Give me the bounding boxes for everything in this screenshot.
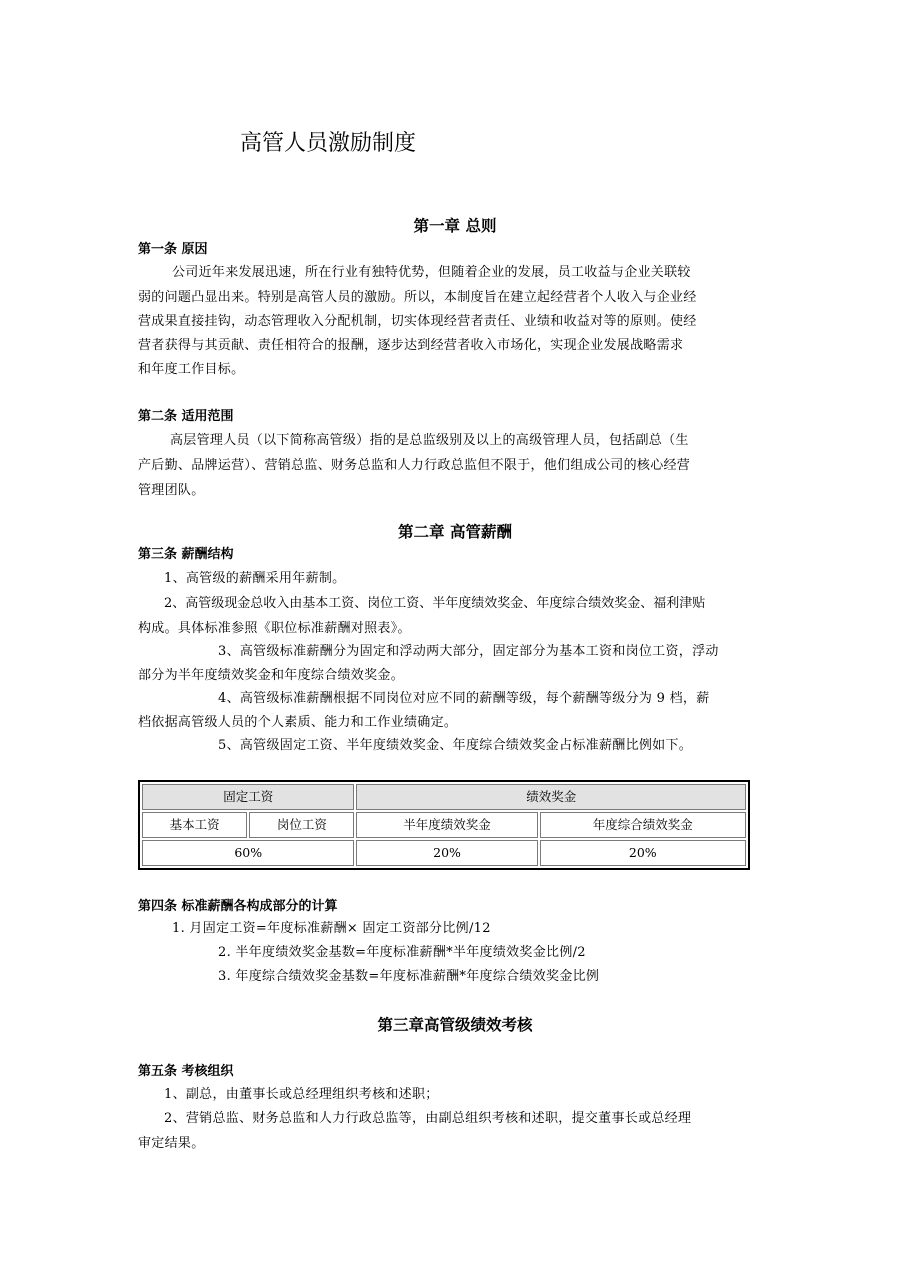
article-1-line-5: 和年度工作目标。 <box>138 362 245 377</box>
article-3-item-3-line-2: 部分为半年度绩效奖金和年度综合绩效奖金。 <box>138 668 405 683</box>
article-3-item-2-line-1: 2、高管级现金总收入由基本工资、岗位工资、半年度绩效奖金、年度综合绩效奖金、福利津贴 <box>164 596 706 611</box>
article-5-item-2-line-2: 审定结果。 <box>138 1136 205 1151</box>
article-5-item-1: 1、副总，由董事长或总经理组织考核和述职； <box>164 1087 439 1102</box>
article-3-item-5: 5、高管级固定工资、半年度绩效奖金、年度综合绩效奖金占标准薪酬比例如下。 <box>218 738 693 753</box>
article-5-heading: 第五条 考核组织 <box>138 1064 234 1079</box>
salary-ratio-table <box>138 780 750 870</box>
article-4-formula-3: 3. 年度综合绩效奖金基数=年度标准薪酬*年度综合绩效奖金比例 <box>218 969 600 984</box>
article-5-item-2-line-1: 2、营销总监、财务总监和人力行政总监等，由副总组织考核和述职，提交董事长或总经理 <box>164 1111 692 1126</box>
value-fixed-salary: 60% <box>142 840 354 866</box>
article-1-line-2: 弱的问题凸显出来。特别是高管人员的激励。所以，本制度旨在建立起经营者个人收入与企业经 <box>138 290 697 305</box>
article-3-item-2-line-2: 构成。具体标准参照《职位标准薪酬对照表》。 <box>138 621 411 636</box>
chapter-3-heading: 第三章高管级绩效考核 <box>377 1016 533 1034</box>
article-4-heading: 第四条 标准薪酬各构成部分的计算 <box>138 899 338 914</box>
chapter-2-heading: 第二章 高管薪酬 <box>398 523 512 541</box>
subheader-annual-bonus: 年度综合绩效奖金 <box>540 812 746 838</box>
header-performance-bonus: 绩效奖金 <box>356 784 746 810</box>
article-3-item-4-line-1: 4、高管级标准薪酬根据不同岗位对应不同的薪酬等级，每个薪酬等级分为 9 档，薪 <box>218 691 710 706</box>
value-annual-bonus: 20% <box>540 840 746 866</box>
article-1-heading: 第一条 原因 <box>138 242 208 257</box>
article-1-line-3: 营成果直接挂钩，动态管理收入分配机制，切实体现经营者责任、业绩和收益对等的原则。使经 <box>138 314 697 329</box>
article-2-line-3: 管理团队。 <box>138 483 205 498</box>
article-4-formula-2: 2. 半年度绩效奖金基数=年度标准薪酬*半年度绩效奖金比例/2 <box>218 945 586 960</box>
article-2-line-1: 高层管理人员（以下简称高管级）指的是总监级别及以上的高级管理人员，包括副总（生 <box>170 433 689 448</box>
subheader-post-salary: 岗位工资 <box>249 812 354 838</box>
article-3-item-4-line-2: 档依据高管级人员的个人素质、能力和工作业绩确定。 <box>138 715 458 730</box>
header-fixed-salary: 固定工资 <box>142 784 354 810</box>
article-3-heading: 第三条 薪酬结构 <box>138 547 234 562</box>
table-value-row <box>142 840 746 866</box>
table-subheader-row <box>142 812 746 838</box>
subheader-basic-salary: 基本工资 <box>142 812 247 838</box>
article-2-line-2: 产后勤、品牌运营）、营销总监、财务总监和人力行政总监但不限于，他们组成公司的核心经营 <box>138 458 691 473</box>
article-1-line-4: 营者获得与其贡献、责任相符合的报酬，逐步达到经营者收入市场化，实现企业发展战略需求 <box>138 338 684 353</box>
subheader-half-year-bonus: 半年度绩效奖金 <box>356 812 537 838</box>
chapter-1-heading: 第一章 总则 <box>413 217 497 235</box>
article-2-heading: 第二条 适用范围 <box>138 409 234 424</box>
article-1-line-1: 公司近年来发展迅速，所在行业有独特优势，但随着企业的发展，员工收益与企业关联较 <box>172 265 691 280</box>
document-title: 高管人员激励制度 <box>240 131 417 156</box>
article-3-item-3-line-1: 3、高管级标准薪酬分为固定和浮动两大部分，固定部分为基本工资和岗位工资，浮动 <box>218 644 719 659</box>
article-4-formula-1: 1. 月固定工资=年度标准薪酬× 固定工资部分比例/12 <box>172 921 491 936</box>
value-half-year-bonus: 20% <box>356 840 537 866</box>
article-3-item-1: 1、高管级的薪酬采用年薪制。 <box>164 571 346 586</box>
table-header-row <box>142 784 746 810</box>
